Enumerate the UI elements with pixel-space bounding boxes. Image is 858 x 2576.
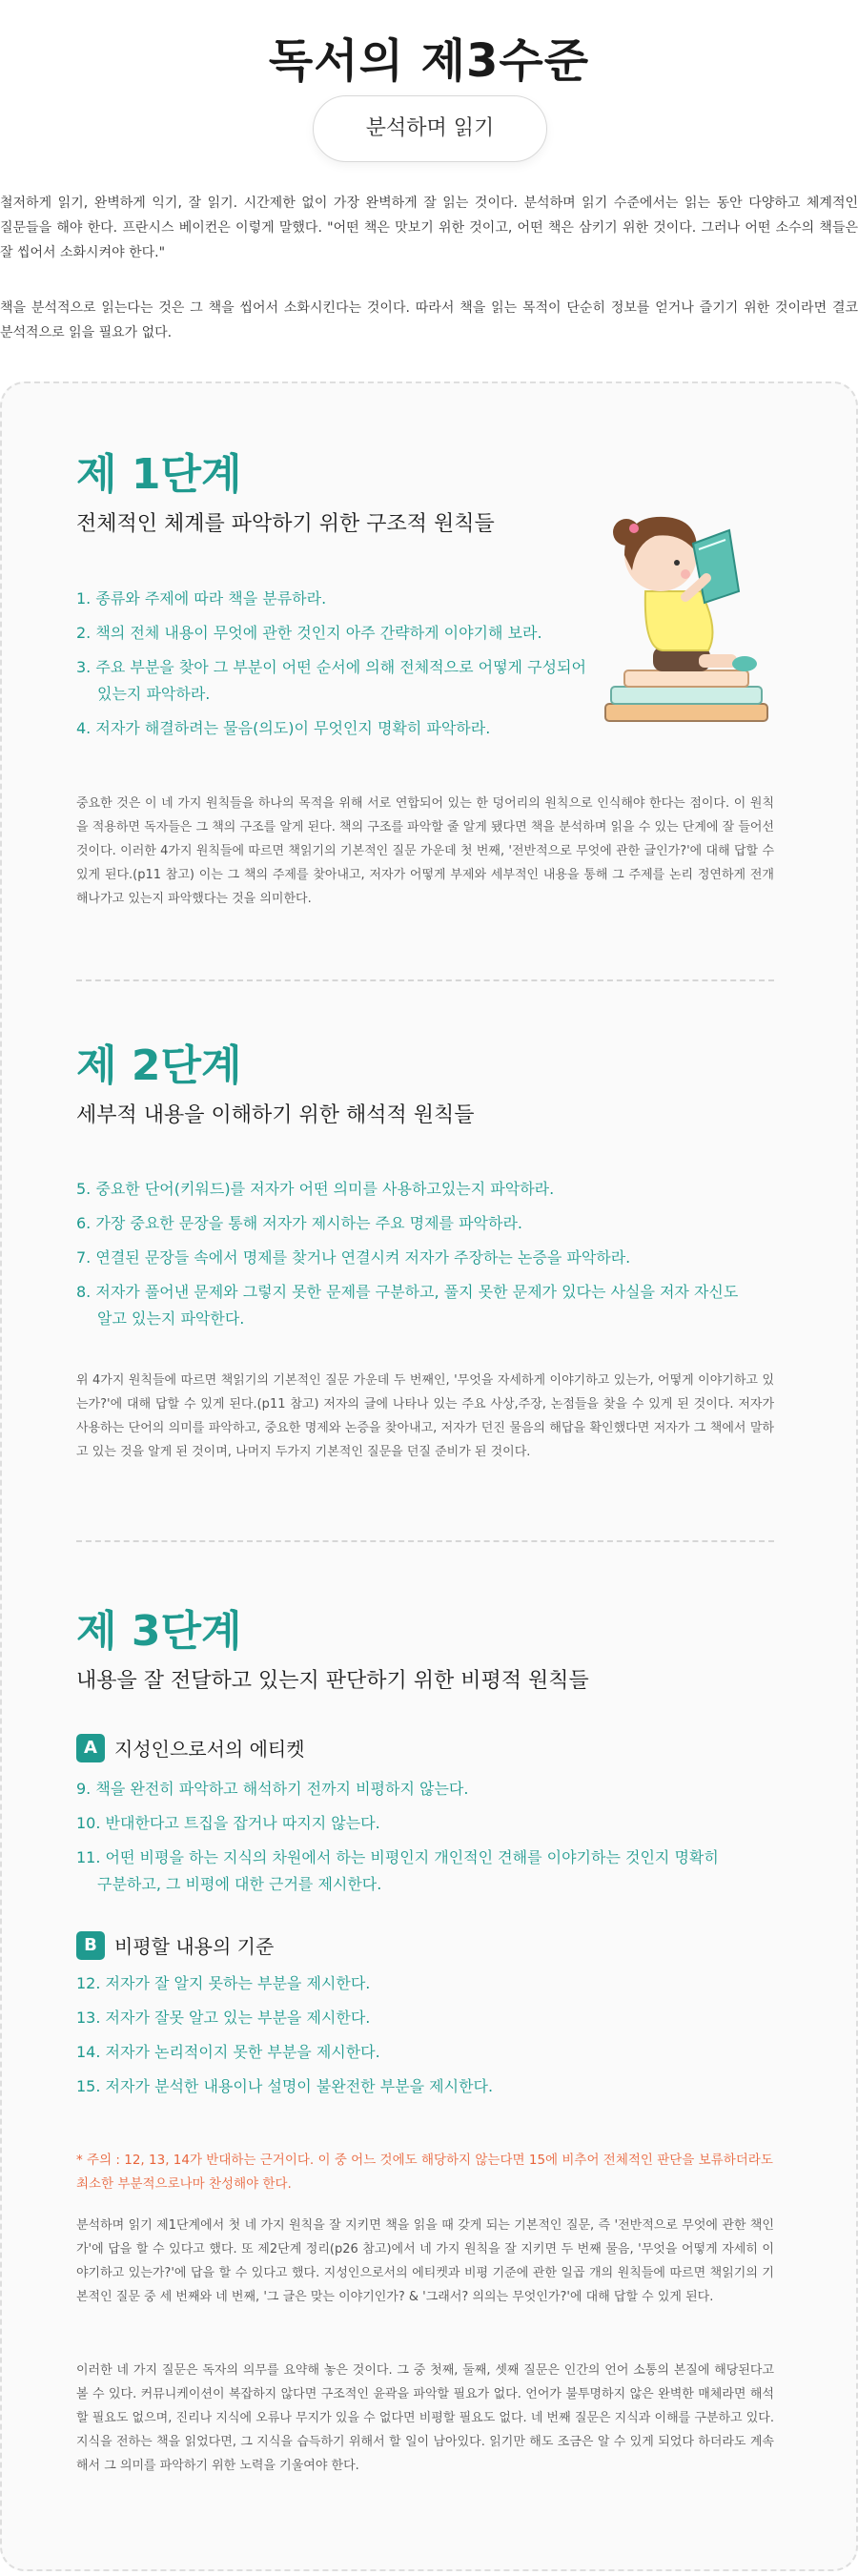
stage-2-title: 제 2단계 — [76, 1041, 242, 1090]
stage-1-rule-list — [76, 586, 610, 750]
group-b-heading — [76, 1931, 274, 1962]
stage-1-subtitle: 전체적인 체계를 파악하기 위한 구조적 원칙들 — [76, 512, 495, 536]
stage-2-rule-list — [76, 1176, 801, 1340]
rule-item: 12. 저자가 잘 알지 못하는 부분을 제시한다. — [76, 1974, 371, 1992]
rule-item: 13. 저자가 잘못 알고 있는 부분을 제시한다. — [76, 2009, 371, 2027]
stage-1-body: 중요한 것은 이 네 가지 원칙들을 하나의 목적을 위해 서로 연합되어 있는 한 덩어리의 원칙으로 인식해야 한다는 점이다. 이 원칙을 적용하면 독자들은 그 책의 구조를 알게 된다. 책의 구조를 파악할 줄 알게 됐다면 책을 분석하며 읽을 수 있는 단계에 잘 들어선 것이다. 이러한 4가지 원칙들에 따르면 책읽기의 기본적인 질문 가운데 첫 번째, '전반적으로 무엇에 관한 글인가?'에 대해 답할 수 있게 된다.(p11 참고) 이는 그 책의 주제를 찾아내고, 저자가 어떻게 부제와 세부적인 내용을 통해 그 주제를 논리 정연하게 전개해나가고 있는지 파악했다는 것을 의미한다. — [76, 796, 774, 906]
group-b-rule-list — [76, 1970, 801, 2108]
page-title: 독서의 제3수준 — [268, 34, 590, 89]
intro-paragraph-2: 책을 분석적으로 읽는다는 것은 그 책을 씹어서 소화시킨다는 것이다. 따라서 책을 읽는 목적이 단순히 정보를 얻거나 즐기기 위한 것이라면 결코 분석적으로 읽을 필요가 없다. — [0, 300, 858, 340]
rule-item: 9. 책을 완전히 파악하고 해석하기 전까지 비평하지 않는다. — [76, 1780, 469, 1798]
group-a-badge: A — [76, 1734, 105, 1762]
rule-item: 3. 주요 부분을 찾아 그 부분이 어떤 순서에 의해 전체적으로 어떻게 구성되어 있는지 파악하라. — [76, 658, 586, 703]
rule-item: 2. 책의 전체 내용이 무엇에 관한 것인지 아주 간략하게 이야기해 보라. — [76, 624, 542, 642]
rule-item: 1. 종류와 주제에 따라 책을 분류하라. — [76, 589, 327, 608]
rule-item: 5. 중요한 단어(키워드)를 저자가 어떤 의미를 사용하고있는지 파악하라. — [76, 1180, 555, 1198]
stage-3-title: 제 3단계 — [76, 1607, 242, 1656]
rule-item: 7. 연결된 문장들 속에서 명제를 찾거나 연결시켜 저자가 주장하는 논증을 파악하라. — [76, 1248, 631, 1267]
stage-3-body-2: 이러한 네 가지 질문은 독자의 의무를 요약해 놓은 것이다. 그 중 첫째, 둘째, 셋째 질문은 인간의 언어 소통의 본질에 해당된다고 볼 수 있다. 커뮤니케이션이 복잡하지 않다면 구조적인 윤곽을 파악할 필요가 없다. 언어가 불투명하지 않은 완벽한 매체라면 해석할 필요도 없으며, 진리나 지식에 오류나 무지가 있을 수 없다면 비평할 필요도 없다. 네 번째 질문은 지식과 이해를 구분하고 있다. 지식을 전하는 책을 읽었다면, 그 지식을 습득하기 위해서 할 일이 남아있다. 읽기만 해도 조금은 알 수 있게 되었다 하더라도 계속해서 그 의미를 파악하기 위한 노력을 기울여야 한다. — [76, 2363, 774, 2473]
girl-reading-illustration — [586, 486, 777, 744]
section-divider — [76, 1540, 774, 1542]
stage-2-subtitle: 세부적 내용을 이해하기 위한 해석적 원칙들 — [76, 1103, 475, 1127]
rule-item: 8. 저자가 풀어낸 문제와 그렇지 못한 문제를 구분하고, 풀지 못한 문제가 있다는 사실을 저자 자신도 알고 있는지 파악한다. — [76, 1283, 739, 1328]
rule-item: 15. 저자가 분석한 내용이나 설명이 불완전한 부분을 제시한다. — [76, 2077, 494, 2095]
rule-item: 11. 어떤 비평을 하는 지식의 차원에서 하는 비평인지 개인적인 견해를 이야기하는 것인지 명확히 구분하고, 그 비평에 대한 근거를 제시한다. — [76, 1848, 719, 1893]
group-a-heading — [76, 1734, 305, 1764]
section-divider — [76, 979, 774, 981]
rule-item: 4. 저자가 해결하려는 물음(의도)이 무엇인지 명확히 파악하라. — [76, 719, 491, 737]
stage-3-subtitle: 내용을 잘 전달하고 있는지 판단하기 위한 비평적 원칙들 — [76, 1669, 589, 1693]
subtitle-badge: 분석하며 읽기 — [313, 95, 547, 162]
group-a-label: 지성인으로서의 에티켓 — [114, 1738, 305, 1761]
caution-note: * 주의 : 12, 13, 14가 반대하는 근거이다. 이 중 어느 것에도 해당하지 않는다면 15에 비추어 전체적인 판단을 보류하더라도 최소한 부분적으로나마 찬성해야 한다. — [76, 2153, 773, 2192]
stage-1-title: 제 1단계 — [76, 450, 242, 499]
group-b-badge: B — [76, 1931, 105, 1960]
stage-2-body: 위 4가지 원칙들에 따르면 책읽기의 기본적인 질문 가운데 두 번째인, '무엇을 자세하게 이야기하고 있는가, 어떻게 이야기하고 있는가?'에 대해 답할 수 있게 된다.(p11 참고) 저자의 글에 나타나 있는 주요 사상,주장, 논점들을 찾을 수 있게 된 것이다. 저자가 사용하는 단어의 의미를 파악하고, 중요한 명제와 논증을 찾아내고, 저자가 던진 물음의 해답을 확인했다면 저자가 그 책에서 말하고 있는 것을 알게 된 것이며, 나머지 두가지 기본적인 질문을 던질 준비가 된 것이다. — [76, 1373, 774, 1459]
rule-item: 10. 반대한다고 트집을 잡거나 따지지 않는다. — [76, 1814, 380, 1832]
rule-item: 6. 가장 중요한 문장을 통해 저자가 제시하는 주요 명제를 파악하라. — [76, 1214, 522, 1232]
rule-item: 14. 저자가 논리적이지 못한 부분을 제시한다. — [76, 2043, 380, 2061]
group-a-rule-list — [76, 1776, 801, 1906]
group-b-label: 비평할 내용의 기준 — [114, 1935, 275, 1958]
stage-3-body-1: 분석하며 읽기 제1단계에서 첫 네 가지 원칙을 잘 지키면 책을 읽을 때 갖게 되는 기본적인 질문, 즉 '전반적으로 무엇에 관한 책인가'에 답을 할 수 있다고 했다. 또 제2단계 정리(p26 참고)에서 네 가지 원칙을 잘 지키면 두 번째 물음, '무엇을 어떻게 자세히 이야기하고 있는가?'에 답을 할 수 있다고 했다. 지성인으로서의 에티켓과 비평 기준에 관한 일곱 개의 원칙들에 따르면 책읽기의 기본적인 질문 중 세 번째와 네 번째, '그 글은 맞는 이야기인가? & '그래서? 의의는 무엇인가?'에 대해 답할 수 있게 된다. — [76, 2218, 774, 2304]
intro-paragraph-1: 철저하게 읽기, 완벽하게 익기, 잘 읽기. 시간제한 없이 가장 완벽하게 잘 읽는 것이다. 분석하며 읽기 수준에서는 읽는 동안 다양하고 체계적인 질문들을 해야 한다. 프란시스 베이컨은 이렇게 말했다. "어떤 책은 맛보기 위한 것이고, 어떤 책은 삼키기 위한 것이다. 그러나 어떤 소수의 책들은 잘 씹어서 소화시켜야 한다." — [0, 196, 858, 260]
